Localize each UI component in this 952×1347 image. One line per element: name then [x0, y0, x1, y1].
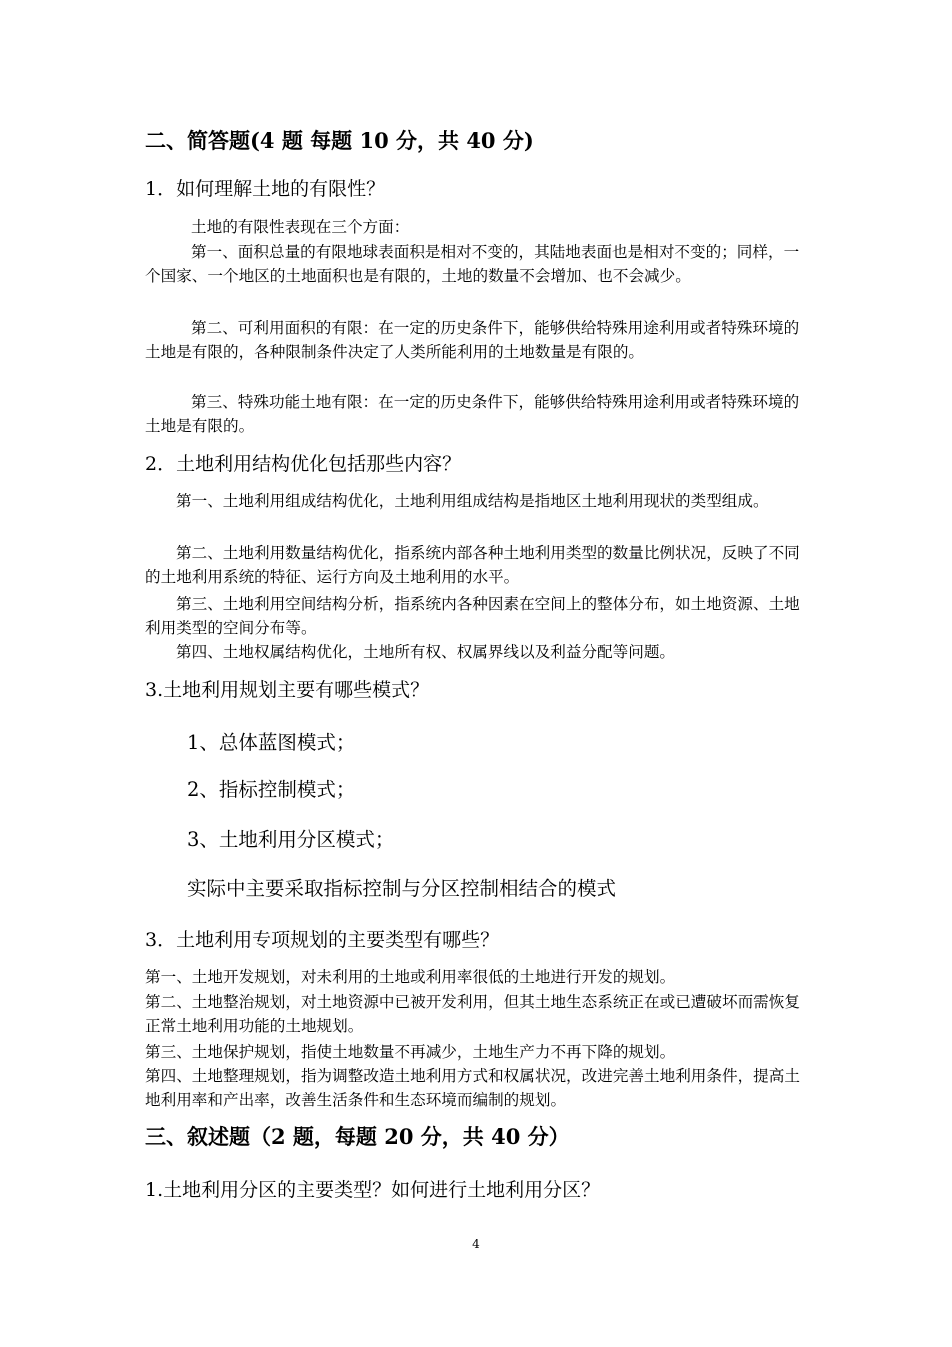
question-3-item-1: 1、总体蓝图模式；	[187, 731, 356, 754]
question-4-point-1: 第一、土地开发规划，对未利用的土地或利用率很低的土地进行开发的规划。	[145, 968, 676, 986]
question-3-title: 3.土地利用规划主要有哪些模式？	[145, 679, 430, 701]
question-2-point-2: 第二、土地利用数量结构优化，指系统内部各种土地利用类型的数量比例状况，反映了不同的土地利用系统的特征、运行方向及土地利用的水平。	[145, 544, 800, 586]
question-2-title: 2．土地利用结构优化包括那些内容？	[145, 453, 462, 475]
question-1-title: 1．如何理解土地的有限性？	[145, 178, 386, 200]
question-1-intro: 土地的有限性表现在三个方面：	[191, 218, 410, 236]
question-2-point-3: 第三、土地利用空间结构分析，指系统内各种因素在空间上的整体分布，如土地资源、土地利用类型的空间分布等。	[145, 595, 800, 637]
question-1-point-3: 第三、特殊功能土地有限：在一定的历史条件下，能够供给特殊用途利用或者特殊环境的土地是有限的。	[145, 393, 800, 435]
section-heading-essay: 三、叙述题（2 题，每题 20 分，共 40 分）	[145, 1124, 570, 1149]
question-2-point-4: 第四、土地权属结构优化，土地所有权、权属界线以及利益分配等问题。	[176, 643, 676, 661]
question-1-point-1: 第一、面积总量的有限地球表面积是相对不变的，其陆地表面也是相对不变的；同样，一个国家、一个地区的土地面积也是有限的，土地的数量不会增加、也不会减少。	[145, 243, 800, 285]
question-1-point-2: 第二、可利用面积的有限：在一定的历史条件下，能够供给特殊用途利用或者特殊环境的土地是有限的，各种限制条件决定了人类所能利用的土地数量是有限的。	[145, 319, 800, 361]
question-2-point-1: 第一、土地利用组成结构优化，土地利用组成结构是指地区土地利用现状的类型组成。	[176, 492, 769, 510]
page-number: 4	[472, 1237, 480, 1251]
question-3-item-2: 2、指标控制模式；	[187, 778, 356, 801]
question-4-point-2: 第二、土地整治规划，对土地资源中已被开发利用，但其土地生态系统正在或已遭破坏而需恢复正常土地利用功能的土地规划。	[145, 993, 800, 1035]
question-3-item-3: 3、土地利用分区模式；	[187, 828, 395, 851]
section-heading-short-answer: 二、简答题(4 题 每题 10 分，共 40 分)	[145, 128, 534, 153]
question-3-summary: 实际中主要采取指标控制与分区控制相结合的模式	[187, 877, 617, 900]
question-4-title: 3．土地利用专项规划的主要类型有哪些？	[145, 929, 500, 951]
essay-question-1-title: 1.土地利用分区的主要类型？如何进行土地利用分区？	[145, 1179, 601, 1201]
question-4-point-4: 第四、土地整理规划，指为调整改造土地利用方式和权属状况，改进完善土地利用条件，提高土地利用率和产出率，改善生活条件和生态环境而编制的规划。	[145, 1067, 800, 1109]
question-4-point-3: 第三、土地保护规划，指使土地数量不再减少，土地生产力不再下降的规划。	[145, 1043, 676, 1061]
